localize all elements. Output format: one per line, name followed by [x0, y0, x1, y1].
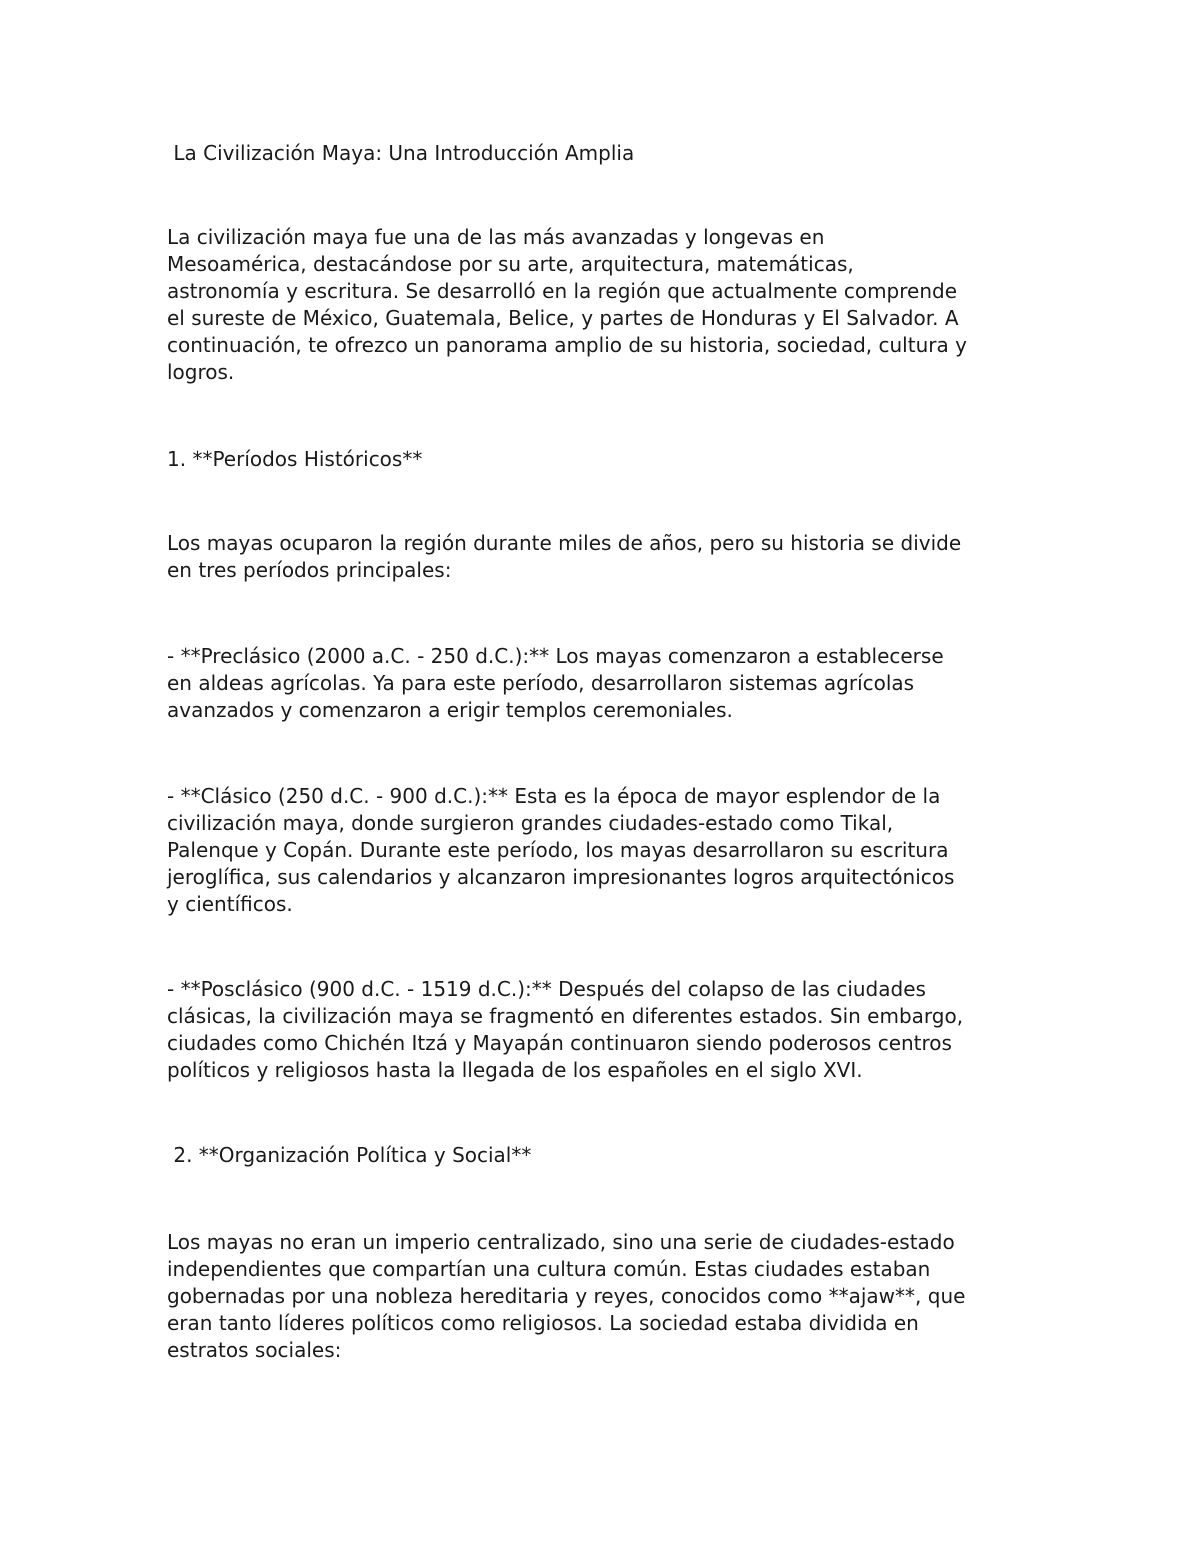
section-2-paragraph: Los mayas no eran un imperio centralizado, sino una serie de ciudades-estado independientes que compartían una cultura común. Estas ciudades estaban gobernadas por una nobleza hereditaria y reyes, conocidos como **ajaw**, que eran tanto líderes políticos como religiosos. La sociedad estaba dividida en estratos sociales: — [167, 1230, 966, 1362]
section-1-heading: 1. **Períodos Históricos** — [167, 447, 423, 471]
intro-paragraph: La civilización maya fue una de las más avanzadas y longevas en Mesoamérica, destacándose por su arte, arquitectura, matemáticas, astronomía y escritura. Se desarrolló en la región que actualmente comprende el sureste de México, Guatemala, Belice, y partes de Honduras y El Salvador. A continuación, te ofrezco un panorama amplio de su historia, sociedad, cultura y logros. — [167, 225, 967, 384]
section-2-heading: 2. **Organización Política y Social** — [167, 1143, 532, 1167]
bullet-posclasico: - **Posclásico (900 d.C. - 1519 d.C.):** Después del colapso de las ciudades clásicas, la civilización maya se fragmentó en diferentes estados. Sin embargo, ciudades como Chichén Itzá y Mayapán continuaron siendo poderosos centros políticos y religiosos hasta la llegada de los españoles en el siglo XVI. — [167, 977, 964, 1082]
bullet-clasico: - **Clásico (250 d.C. - 900 d.C.):** Esta es la época de mayor esplendor de la civilización maya, donde surgieron grandes ciudades-estado como Tikal, Palenque y Copán. Durante este período, los mayas desarrollaron su escritura jeroglífica, sus calendarios y alcanzaron impresionantes logros arquitectónicos y científicos. — [167, 784, 955, 916]
bullet-preclasico: - **Preclásico (2000 a.C. - 250 d.C.):** Los mayas comenzaron a establecerse en aldeas agrícolas. Ya para este período, desarrollaron sistemas agrícolas avanzados y comenzaron a erigir templos ceremoniales. — [167, 644, 944, 722]
document-title: La Civilización Maya: Una Introducción Amplia — [167, 141, 635, 165]
section-1-intro-paragraph: Los mayas ocuparon la región durante miles de años, pero su historia se divide en tres períodos principales: — [167, 531, 962, 582]
